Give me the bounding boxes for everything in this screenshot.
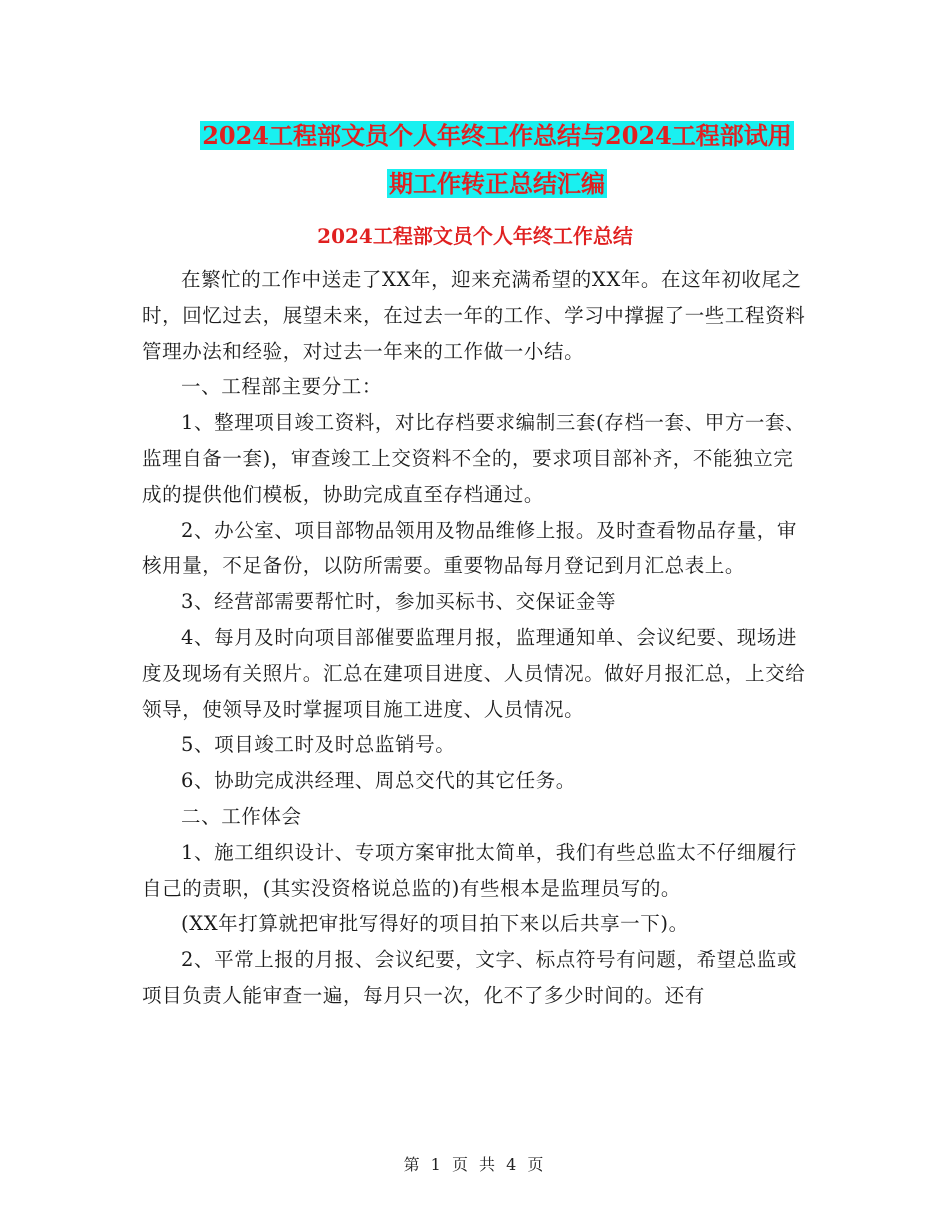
title-line-2: 期工作转正总结汇编 xyxy=(389,169,605,198)
paragraph: 4、每月及时向项目部催要监理月报，监理通知单、会议纪要、现场进度及现场有关照片。汇总在建项目进度、人员情况。做好月报汇总，上交给领导，使领导及时掌握项目施工进度、人员情况。 xyxy=(142,625,806,721)
paragraph: 2、平常上报的月报、会议纪要，文字、标点符号有问题，希望总监或项目负责人能审查一遍，每月只一次，化不了多少时间的。还有 xyxy=(142,948,798,1007)
paragraph: 在繁忙的工作中送走了XX年，迎来充满希望的XX年。在这年初收尾之时，回忆过去，展望未来，在过去一年的工作、学习中撑握了一些工程资料管理办法和经验，对过去一年来的工作做一小结。 xyxy=(142,268,806,363)
paragraph: 二、工作体会 xyxy=(181,804,302,828)
section-title: 2024工程部文员个人年终工作总结 xyxy=(317,224,633,248)
page-footer: 第 1 页 共 4 页 xyxy=(403,1155,547,1174)
paragraph: (XX年打算就把审批写得好的项目拍下来以后共享一下)。 xyxy=(181,912,689,936)
paragraph: 5、项目竣工时及时总监销号。 xyxy=(181,733,456,757)
title-line-1: 2024工程部文员个人年终工作总结与2024工程部试用 xyxy=(202,121,792,150)
document-title xyxy=(142,112,852,208)
paragraph: 2、办公室、项目部物品领用及物品维修上报。及时查看物品存量，审核用量，不足备份，以防所需要。重要物品每月登记到月汇总表上。 xyxy=(142,518,798,578)
paragraph: 1、施工组织设计、专项方案审批太简单，我们有些总监太不仔细履行自己的责职，(其实没资格说总监的)有些根本是监理员写的。 xyxy=(142,840,798,900)
paragraph: 3、经营部需要帮忙时，参加买标书、交保证金等 xyxy=(181,590,617,614)
paragraph: 6、协助完成洪经理、周总交代的其它任务。 xyxy=(181,769,576,793)
paragraph: 一、工程部主要分工： xyxy=(181,375,383,399)
body-text xyxy=(142,262,808,1014)
paragraph: 1、整理项目竣工资料，对比存档要求编制三套(存档一套、甲方一套、监理自备一套)，审查竣工上交资料不全的，要求项目部补齐，不能独立完成的提供他们模板，协助完成直至存档通过。 xyxy=(142,411,806,506)
